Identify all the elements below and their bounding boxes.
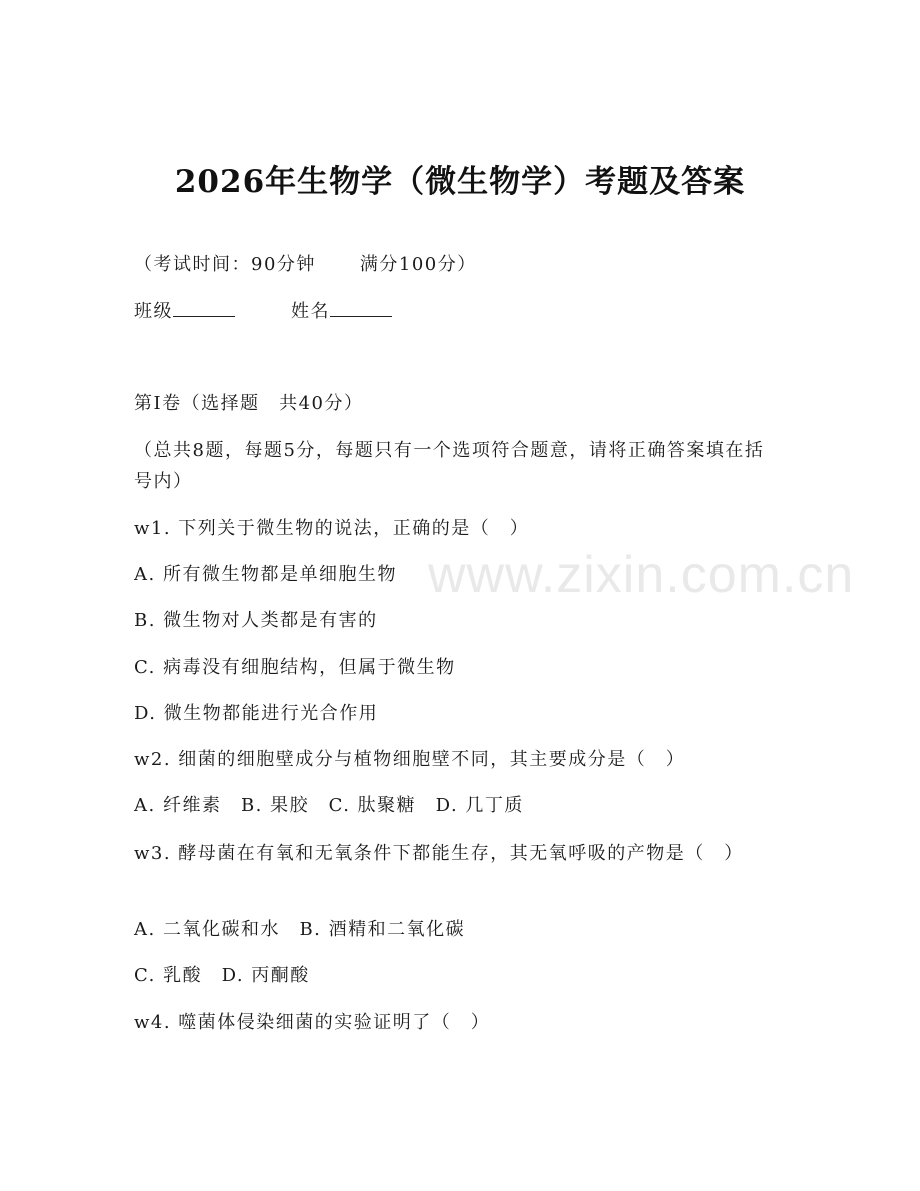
question-3-stem: w3. 酵母菌在有氧和无氧条件下都能生存，其无氧呼吸的产物是（ ）: [134, 843, 744, 864]
name-label: 姓名: [291, 301, 330, 322]
question-2-stem: w2. 细菌的细胞壁成分与植物细胞壁不同，其主要成分是（ ）: [134, 749, 686, 770]
question-1-option-a: A. 所有微生物都是单细胞生物: [134, 564, 397, 585]
question-4-stem: w4. 噬菌体侵染细菌的实验证明了（ ）: [134, 1012, 491, 1033]
name-blank: [330, 298, 392, 317]
student-fields: [134, 297, 784, 327]
section-instructions: （总共8题，每题5分，每题只有一个选项符合题意，请将正确答案填在括号内）: [134, 440, 765, 492]
question-1-option-b: B. 微生物对人类都是有害的: [134, 610, 378, 631]
class-blank: [173, 298, 235, 317]
class-label: 班级: [134, 301, 173, 322]
question-3-options-ab: A. 二氧化碳和水 B. 酒精和二氧化碳: [134, 919, 466, 940]
question-1-option-d: D. 微生物都能进行光合作用: [134, 703, 379, 724]
document-title: 2026年生物学（微生物学）考题及答案: [174, 164, 746, 200]
exam-info: [134, 250, 784, 280]
section-heading: 第Ⅰ卷（选择题 共40分）: [134, 393, 364, 414]
exam-time: （考试时间：90分钟: [134, 254, 316, 275]
question-3-options-cd: C. 乳酸 D. 丙酮酸: [134, 965, 310, 986]
question-1-option-c: C. 病毒没有细胞结构，但属于微生物: [134, 657, 456, 678]
question-1-stem: w1. 下列关于微生物的说法，正确的是（ ）: [134, 518, 530, 539]
watermark-text: www.zixin.com.cn: [428, 546, 855, 604]
exam-score: 满分100分）: [359, 254, 477, 275]
question-2-options: A. 纤维素 B. 果胶 C. 肽聚糖 D. 几丁质: [134, 795, 524, 816]
